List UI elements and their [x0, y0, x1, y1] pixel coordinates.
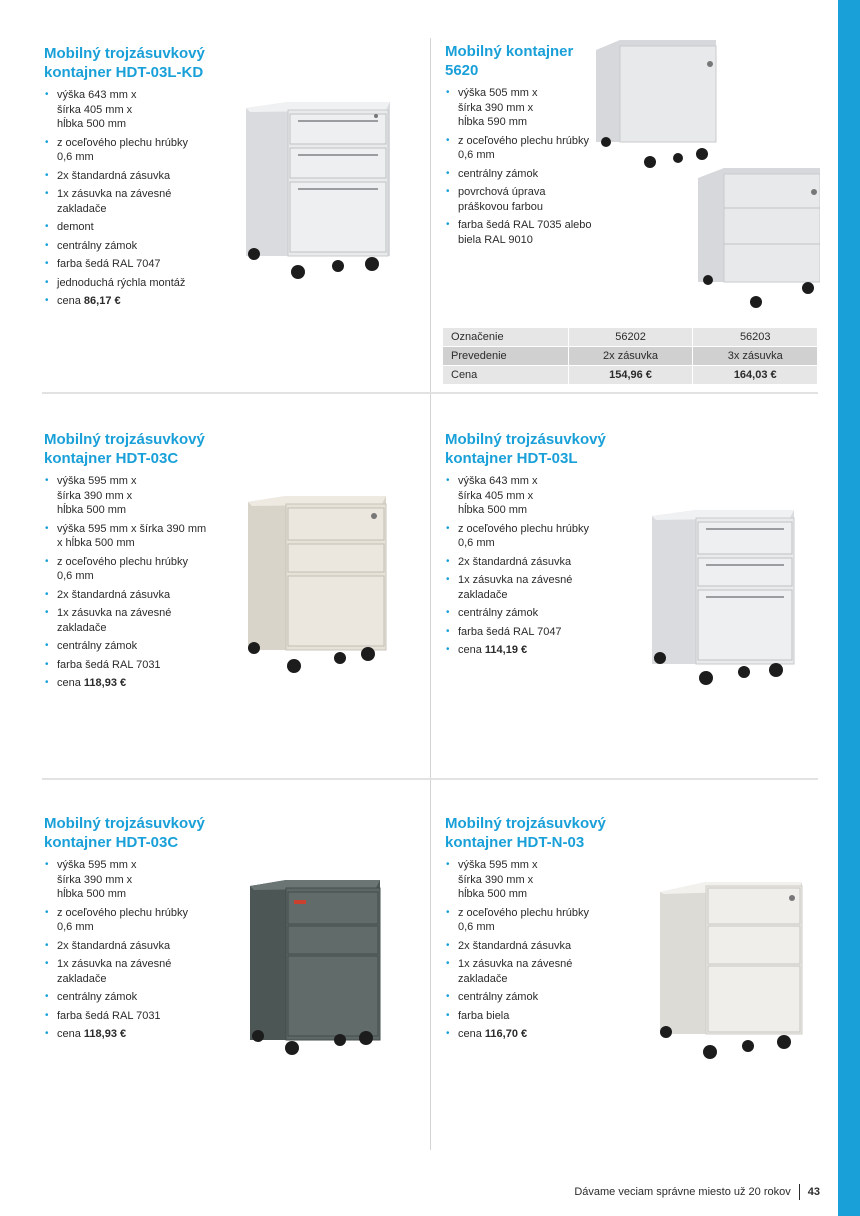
- spec-item: • výška 595 mm x šírka 390 mm x hĺbka 500 mm: [445, 858, 645, 902]
- footer-slogan: Dávame veciam správne miesto už 20 rokov: [574, 1186, 791, 1198]
- spec-item: • centrálny zámok: [44, 239, 244, 254]
- spec-item: • centrálny zámok: [445, 606, 645, 621]
- spec-item: • 2x štandardná zásuvka: [44, 588, 244, 603]
- page-footer: [574, 1184, 820, 1200]
- spec-list: [445, 474, 645, 658]
- spec-item: • centrálny zámok: [445, 990, 645, 1005]
- spec-item: • 1x zásuvka na závesné zakladače: [44, 957, 244, 986]
- table-row: [443, 328, 817, 347]
- spec-item: • farba biela: [445, 1009, 645, 1024]
- price-item: [445, 1027, 645, 1042]
- column-divider: [430, 38, 431, 1150]
- product-hdt-03c: [44, 430, 244, 695]
- spec-item: • z oceľového plechu hrúbky 0,6 mm: [44, 136, 244, 165]
- spec-item: • 1x zásuvka na závesné zakladače: [44, 187, 244, 216]
- product-5620: [445, 42, 605, 251]
- table-cell: 3x zásuvka: [693, 347, 817, 366]
- product-hdt-n-03: [445, 814, 645, 1046]
- cabinet-photo-5620: [590, 38, 820, 310]
- footer-separator: [799, 1184, 800, 1200]
- product-title: Mobilný trojzásuvkový kontajner HDT-03C: [44, 431, 205, 467]
- spec-list: [445, 86, 605, 247]
- spec-item: • farba šedá RAL 7047: [445, 625, 645, 640]
- spec-item: • 1x zásuvka na závesné zakladače: [445, 957, 645, 986]
- price-label: cena: [57, 1028, 81, 1040]
- spec-item: • farba šedá RAL 7047: [44, 257, 244, 272]
- product-hdt-03l: [445, 430, 645, 662]
- product-title: Mobilný trojzásuvkový kontajner HDT-03L-KD: [44, 45, 205, 81]
- spec-item: • z oceľového plechu hrúbky 0,6 mm: [44, 906, 244, 935]
- spec-item: • centrálny zámok: [44, 639, 244, 654]
- spec-item: • výška 505 mm x šírka 390 mm x hĺbka 590 mm: [445, 86, 605, 130]
- spec-item: • 2x štandardná zásuvka: [445, 939, 645, 954]
- product-title: Mobilný trojzásuvkový kontajner HDT-03C: [44, 815, 205, 851]
- spec-item: • výška 595 mm x šírka 390 mm x hĺbka 500 mm: [44, 858, 244, 902]
- table-cell: 56203: [693, 328, 817, 347]
- spec-item: • 1x zásuvka na závesné zakladače: [44, 606, 244, 635]
- table-cell: 154,96 €: [568, 366, 693, 385]
- spec-list: [44, 474, 244, 691]
- table-cell: 164,03 €: [693, 366, 817, 385]
- spec-item: • 2x štandardná zásuvka: [445, 555, 645, 570]
- price-label: cena: [57, 295, 81, 307]
- product-hdt-03l-kd: [44, 44, 244, 313]
- cabinet-photo-hdt-03l-kd: [238, 96, 396, 284]
- spec-item: • výška 595 mm x šírka 390 mm x hĺbka 500 mm: [44, 474, 244, 518]
- spec-item: • 2x štandardná zásuvka: [44, 939, 244, 954]
- price-value: 114,19 €: [484, 644, 528, 656]
- spec-item: • 1x zásuvka na závesné zakladače: [445, 573, 645, 602]
- spec-item: • výška 643 mm x šírka 405 mm x hĺbka 500 mm: [445, 474, 645, 518]
- accent-side-bar: [838, 0, 860, 1216]
- price-value: 116,70 €: [484, 1028, 528, 1040]
- price-label: cena: [458, 1028, 482, 1040]
- table-row: [443, 366, 817, 385]
- row-divider: [42, 778, 818, 780]
- cabinet-photo-hdt-n-03: [656, 878, 804, 1062]
- spec-item: • jednoduchá rýchla montáž: [44, 276, 244, 291]
- spec-item: • z oceľového plechu hrúbky 0,6 mm: [445, 134, 605, 163]
- spec-item: • farba šedá RAL 7035 alebo biela RAL 9010: [445, 218, 605, 247]
- spec-item: • farba šedá RAL 7031: [44, 658, 244, 673]
- table-cell: 56202: [568, 328, 693, 347]
- spec-list: [445, 858, 645, 1042]
- product-title: Mobilný kontajner 5620: [445, 43, 574, 79]
- spec-item: • z oceľového plechu hrúbky 0,6 mm: [44, 555, 244, 584]
- price-label: cena: [57, 677, 81, 689]
- price-item: [44, 1027, 244, 1042]
- product-hdt-03c-dark: [44, 814, 244, 1046]
- cabinet-photo-hdt-03l: [644, 504, 800, 688]
- price-label: cena: [458, 644, 482, 656]
- price-item: [44, 294, 244, 309]
- cabinet-photo-hdt-03c: [240, 490, 396, 674]
- table-cell: Prevedenie: [443, 347, 568, 366]
- spec-item: • z oceľového plechu hrúbky 0,6 mm: [445, 906, 645, 935]
- cabinet-photo-hdt-03c-dark: [242, 874, 388, 1056]
- spec-item: • výška 595 mm x šírka 390 mm x hĺbka 500 mm: [44, 522, 244, 551]
- table-cell: Označenie: [443, 328, 568, 347]
- price-value: 118,93 €: [83, 677, 127, 689]
- product-title: Mobilný trojzásuvkový kontajner HDT-N-03: [445, 815, 606, 851]
- spec-item: • výška 643 mm x šírka 405 mm x hĺbka 500 mm: [44, 88, 244, 132]
- spec-item: • centrálny zámok: [44, 990, 244, 1005]
- table-cell: 2x zásuvka: [568, 347, 693, 366]
- product-title: Mobilný trojzásuvkový kontajner HDT-03L: [445, 431, 606, 467]
- table-row: [443, 347, 817, 366]
- row-divider: [42, 392, 818, 394]
- table-cell: Cena: [443, 366, 568, 385]
- spec-item: • centrálny zámok: [445, 167, 605, 182]
- spec-list: [44, 858, 244, 1042]
- spec-item: • z oceľového plechu hrúbky 0,6 mm: [445, 522, 645, 551]
- price-value: 86,17 €: [83, 295, 121, 307]
- spec-item: • 2x štandardná zásuvka: [44, 169, 244, 184]
- variant-table: [443, 328, 817, 385]
- spec-list: [44, 88, 244, 309]
- price-value: 118,93 €: [83, 1028, 127, 1040]
- spec-item: • povrchová úprava práškovou farbou: [445, 185, 605, 214]
- price-item: [44, 676, 244, 691]
- spec-item: • demont: [44, 220, 244, 235]
- spec-item: • farba šedá RAL 7031: [44, 1009, 244, 1024]
- price-item: [445, 643, 645, 658]
- page-number: 43: [807, 1186, 820, 1198]
